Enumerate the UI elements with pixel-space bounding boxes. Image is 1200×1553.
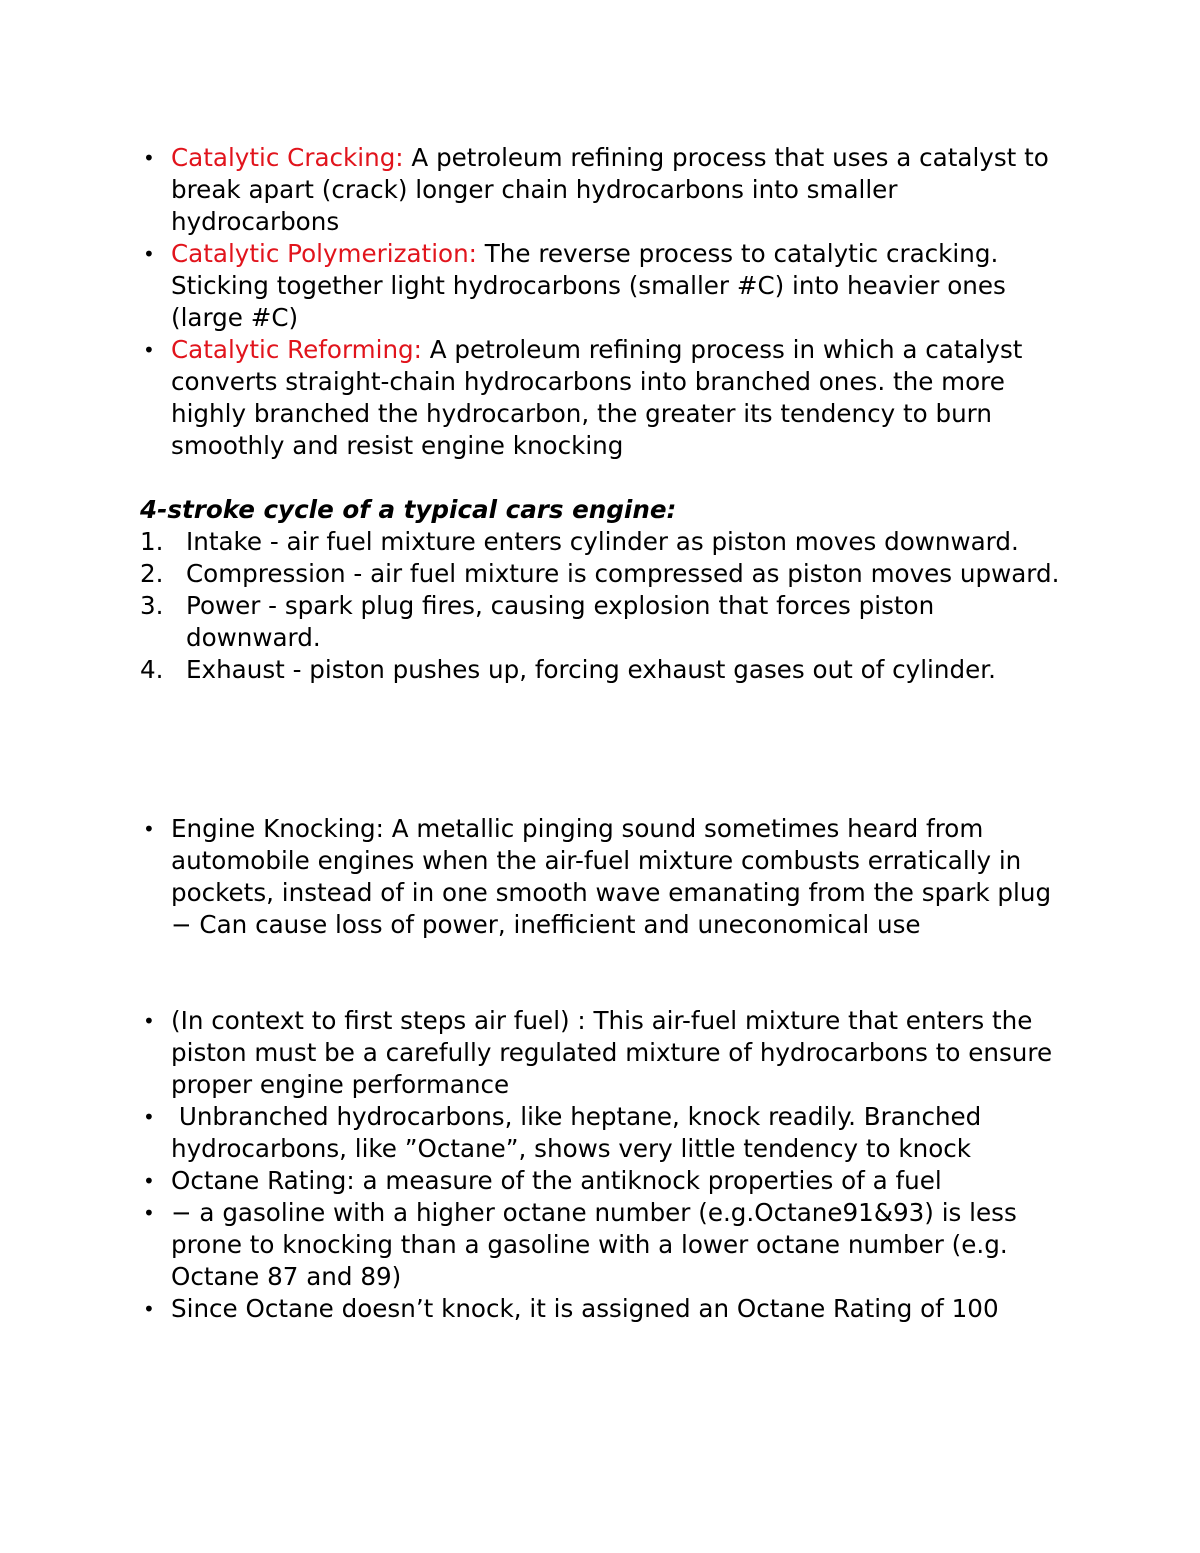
knocking-section <box>140 813 1070 941</box>
cycle-section <box>140 494 1070 686</box>
octane-list <box>140 1005 1070 1325</box>
cycle-steps-list <box>140 526 1070 686</box>
bullet-text: Unbranched hydrocarbons, like heptane, knock readily. Branched hydrocarbons, like ”Octane”, shows very little tendency to knock <box>171 1102 990 1163</box>
step-text: Compression - air fuel mixture is compressed as piston moves upward. <box>186 559 1060 588</box>
term-label: Catalytic Reforming: <box>171 335 422 364</box>
term-definition: A petroleum refining process that uses a catalyst to break apart (crack) longer chain hydrocarbons into smaller hydrocarbons <box>171 143 1049 236</box>
bullet-icon: • <box>143 1297 155 1321</box>
catalytic-terms-section <box>140 142 1070 462</box>
list-item <box>140 1293 1070 1325</box>
bullet-text: Engine Knocking: A metallic pinging sound sometimes heard from automobile engines when the air-fuel mixture combusts erratically in pockets, instead of in one smooth wave emanating from the spark plug − Can cause loss of power, inefficient and uneconomical use <box>171 814 1052 939</box>
bullet-icon: • <box>143 1009 155 1033</box>
term-label: Catalytic Polymerization: <box>171 239 477 268</box>
knocking-list <box>140 813 1070 941</box>
bullet-text: Since Octane doesn’t knock, it is assigned an Octane Rating of 100 <box>171 1294 999 1323</box>
list-item <box>140 142 1070 238</box>
bullet-icon: • <box>143 1169 155 1193</box>
catalytic-terms-list <box>140 142 1070 462</box>
list-item <box>140 1165 1070 1197</box>
list-item <box>140 590 1070 654</box>
term-definition: The reverse process to catalytic cracking. Sticking together light hydrocarbons (smaller #C) into heavier ones (large #C) <box>171 239 1006 332</box>
bullet-icon: • <box>143 1201 155 1225</box>
list-item <box>140 526 1070 558</box>
list-item <box>140 238 1070 334</box>
step-text: Intake - air fuel mixture enters cylinder as piston moves downward. <box>186 527 1019 556</box>
bullet-icon: • <box>143 242 155 266</box>
cycle-heading: 4-stroke cycle of a typical cars engine: <box>140 495 677 524</box>
list-item <box>140 558 1070 590</box>
step-text: Power - spark plug fires, causing explosion that forces piston downward. <box>186 591 935 652</box>
list-item <box>140 1005 1070 1101</box>
octane-section <box>140 1005 1070 1325</box>
list-item <box>140 813 1070 941</box>
step-number: 2. <box>140 559 164 588</box>
step-number: 3. <box>140 591 164 620</box>
list-item <box>140 334 1070 462</box>
list-item <box>140 654 1070 686</box>
step-text: Exhaust - piston pushes up, forcing exhaust gases out of cylinder. <box>186 655 996 684</box>
bullet-icon: • <box>143 146 155 170</box>
list-item <box>140 1197 1070 1293</box>
step-number: 1. <box>140 527 164 556</box>
bullet-icon: • <box>143 1105 155 1129</box>
bullet-text: (In context to first steps air fuel) : This air-fuel mixture that enters the piston must be a carefully regulated mixture of hydrocarbons to ensure proper engine performance <box>171 1006 1053 1099</box>
bullet-icon: • <box>143 817 155 841</box>
bullet-text: Octane Rating: a measure of the antiknock properties of a fuel <box>171 1166 942 1195</box>
term-definition: A petroleum refining process in which a catalyst converts straight-chain hydrocarbons into branched ones. the more highly branched the hydrocarbon, the greater its tendency to burn smoothly and resist engine knocking <box>171 335 1023 460</box>
bullet-text: − a gasoline with a higher octane number (e.g.Octane91&93) is less prone to knocking than a gasoline with a lower octane number (e.g. Octane 87 and 89) <box>171 1198 1017 1291</box>
bullet-icon: • <box>143 338 155 362</box>
term-label: Catalytic Cracking: <box>171 143 404 172</box>
list-item <box>140 1101 1070 1165</box>
step-number: 4. <box>140 655 164 684</box>
